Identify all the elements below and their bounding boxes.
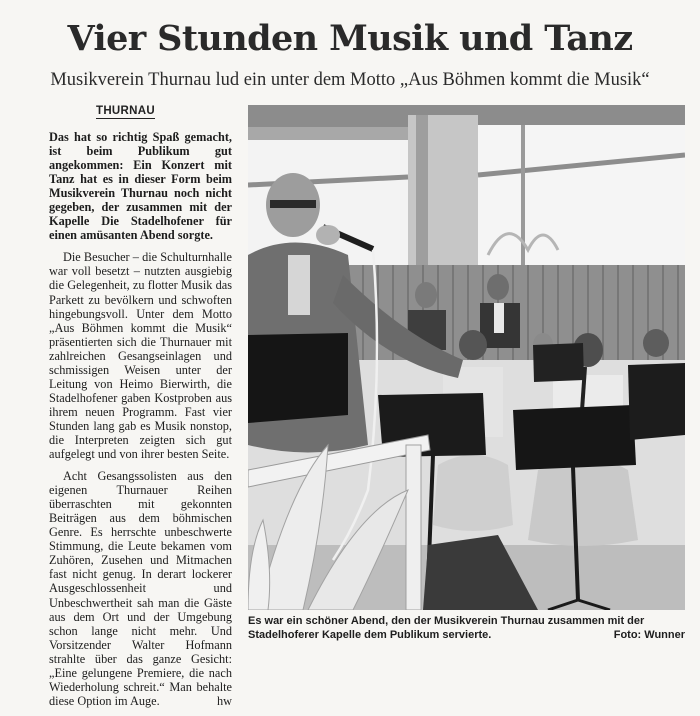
dateline: THURNAU <box>96 105 155 117</box>
photo-caption-text: Es war ein schöner Abend, den der Musikverein Thurnau zusammen mit der Stadelhoferer Kapelle dem Publikum servierte. <box>248 615 645 641</box>
article-body <box>49 130 232 716</box>
photo-caption <box>248 614 685 642</box>
article-paragraph-2-text: Acht Gesangssolisten aus den eigenen Thurnauer Reihen überraschten mit gekonnten Beiträgen aus dem böhmischen Genre. Es herrschte unbeschwerte Stimmung, die Leute bekamen vom Zuhören, Zusehen und Mitmachen fast nicht genug. In derart lockerer Ausgeschlossenheit und Unbeschwertheit sah man die Gäste aus dem Ort und der Umgebung schon lange nicht mehr. Und Vorsitzender Walter Hofmann strahlte über das ganze Gesicht: „Eine gelungene Premiere, die nach Wiederholung schreit.“ Man behalte diese Option im Auge. <box>49 469 232 708</box>
article-lead: Das hat so richtig Spaß gemacht, ist beim Publikum gut angekommen: Ein Konzert mit Tanz hat es in dieser Form beim Musikverein Thurnau noch nicht gegeben, der zusammen mit der Kapelle Die Stadelhofener für einen amüsanten Abend sorgte. <box>49 130 232 243</box>
headline: Vier Stunden Musik und Tanz <box>67 18 633 59</box>
photo-credit: Foto: Wunner <box>613 629 685 641</box>
concert-photo-illustration <box>248 105 685 610</box>
author-initials: hw <box>216 693 232 708</box>
subheadline: Musikverein Thurnau lud ein unter dem Motto „Aus Böhmen kommt die Musik“ <box>50 70 650 90</box>
article-paragraph-1: Die Besucher – die Schulturnhalle war voll besetzt – nutzten ausgiebig die Gelegenheit, zu flotter Musik das Parkett zu bevölkern und schwoften hingebungsvoll. Unter dem Motto „Aus Böhmen kommt die Musik“ präsentierten sich die Thurnauer mit zahlreichen Gesangseinlagen und schmissigen Weisen unter der Leitung von Heimo Bierwirth, die Stadelhofener gaben Kostproben aus ihrem neuen Programm. Fast vier Stunden lang gab es Musik nonstop, die Interpreten zeigten sich gut aufgelegt und von ihrer besten Seite. <box>49 250 232 462</box>
article-paragraph-2 <box>49 469 232 708</box>
concert-photo <box>248 105 685 610</box>
